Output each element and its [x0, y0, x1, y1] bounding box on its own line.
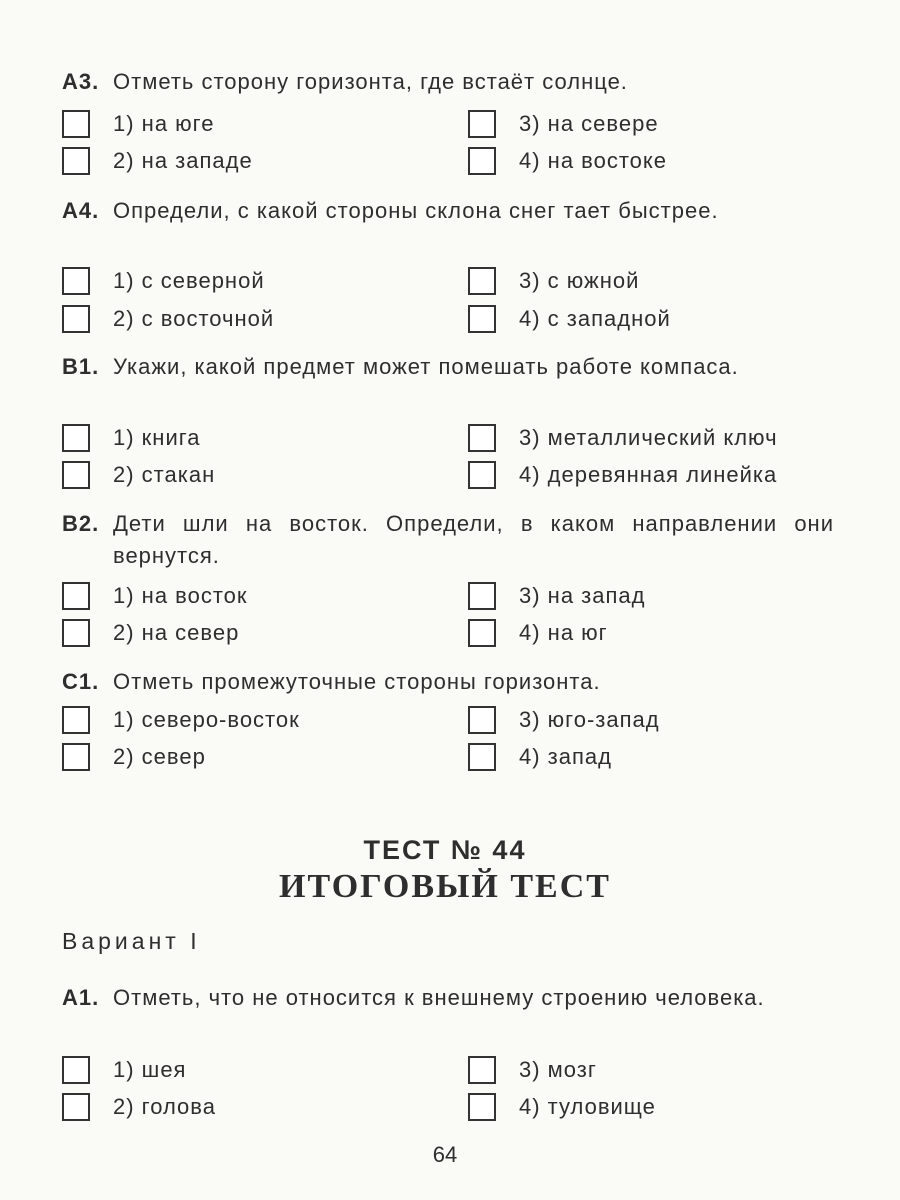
- question-label: А3.: [62, 69, 100, 94]
- checkbox[interactable]: [468, 267, 496, 295]
- checkbox[interactable]: [62, 267, 90, 295]
- option-label: 1) северо-восток: [113, 707, 300, 732]
- question-text: Дети шли на восток. Определи, в каком направлении они вернутся.: [113, 511, 834, 568]
- option-label: 4) туловище: [519, 1094, 656, 1119]
- variant-label: Вариант I: [62, 928, 201, 954]
- option-label: 2) на западе: [113, 148, 253, 173]
- option-label: 4) на юг: [519, 620, 608, 645]
- checkbox[interactable]: [468, 461, 496, 489]
- option-label: 4) запад: [519, 744, 612, 769]
- question-text: Укажи, какой предмет может помешать работе компаса.: [113, 354, 739, 379]
- option-label: 2) с восточной: [113, 306, 275, 331]
- checkbox[interactable]: [62, 706, 90, 734]
- checkbox[interactable]: [62, 582, 90, 610]
- checkbox[interactable]: [468, 305, 496, 333]
- checkbox[interactable]: [468, 582, 496, 610]
- option-label: 2) на север: [113, 620, 240, 645]
- option-label: 2) стакан: [113, 462, 216, 487]
- question-label: В1.: [62, 354, 100, 379]
- question-text: Определи, с какой стороны склона снег тает быстрее.: [113, 198, 719, 223]
- option-label: 1) на восток: [113, 583, 248, 608]
- question: [62, 508, 834, 572]
- option-label: 3) металлический ключ: [519, 425, 778, 450]
- option-label: 4) с западной: [519, 306, 671, 331]
- test-number: ТЕСТ № 44: [363, 835, 527, 865]
- checkbox[interactable]: [62, 1093, 90, 1121]
- checkbox[interactable]: [468, 110, 496, 138]
- question-text: Отметь промежуточные стороны горизонта.: [113, 669, 601, 694]
- option-label: 3) с южной: [519, 268, 640, 293]
- option-label: 2) голова: [113, 1094, 216, 1119]
- checkbox[interactable]: [468, 619, 496, 647]
- question: [62, 351, 834, 383]
- question-label: А1.: [62, 985, 100, 1010]
- checkbox[interactable]: [468, 147, 496, 175]
- option-label: 1) шея: [113, 1057, 187, 1082]
- option-label: 4) деревянная линейка: [519, 462, 778, 487]
- checkbox[interactable]: [62, 147, 90, 175]
- option-label: 3) юго-запад: [519, 707, 660, 732]
- test-title: ИТОГОВЫЙ ТЕСТ: [279, 868, 611, 905]
- checkbox[interactable]: [468, 1093, 496, 1121]
- option-label: 2) север: [113, 744, 206, 769]
- page-number: 64: [432, 1142, 458, 1167]
- checkbox[interactable]: [468, 424, 496, 452]
- question-text: Отметь сторону горизонта, где встаёт солнце.: [113, 69, 628, 94]
- question: [62, 982, 834, 1014]
- option-label: 3) на севере: [519, 111, 659, 136]
- question-label: С1.: [62, 669, 100, 694]
- checkbox[interactable]: [62, 1056, 90, 1084]
- option-label: 1) книга: [113, 425, 201, 450]
- checkbox[interactable]: [62, 424, 90, 452]
- checkbox[interactable]: [468, 1056, 496, 1084]
- question-label: А4.: [62, 198, 100, 223]
- checkbox[interactable]: [62, 743, 90, 771]
- option-label: 3) мозг: [519, 1057, 597, 1082]
- checkbox[interactable]: [468, 706, 496, 734]
- question: [62, 195, 834, 227]
- checkbox[interactable]: [62, 619, 90, 647]
- option-label: 1) с северной: [113, 268, 265, 293]
- question: [62, 66, 834, 98]
- question-label: В2.: [62, 511, 100, 536]
- checkbox[interactable]: [62, 110, 90, 138]
- question: [62, 666, 834, 698]
- option-label: 4) на востоке: [519, 148, 668, 173]
- checkbox[interactable]: [62, 305, 90, 333]
- option-label: 1) на юге: [113, 111, 215, 136]
- option-label: 3) на запад: [519, 583, 646, 608]
- checkbox[interactable]: [468, 743, 496, 771]
- question-text: Отметь, что не относится к внешнему строению человека.: [113, 985, 765, 1010]
- checkbox[interactable]: [62, 461, 90, 489]
